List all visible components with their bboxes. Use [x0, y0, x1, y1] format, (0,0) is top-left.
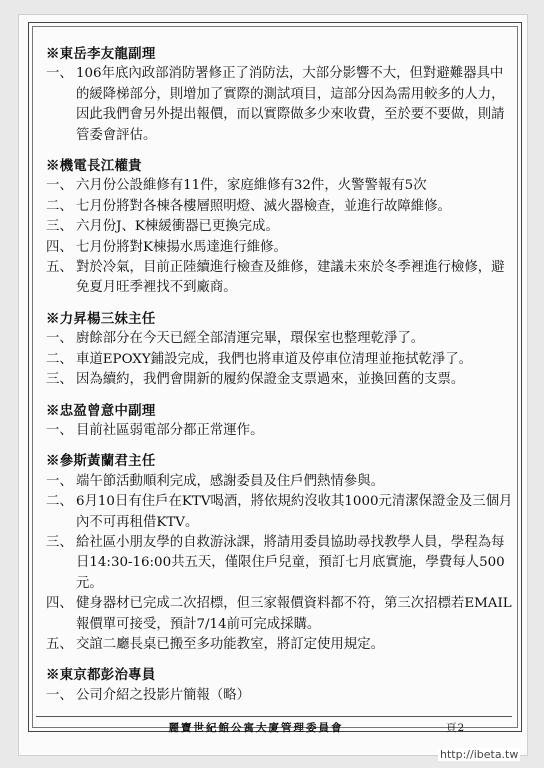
item-text: 七月份將對各棟各樓層照明燈、滅火器檢查，並進行故障維修。 — [76, 198, 451, 214]
item-text: 給社區小朋友學的自救游泳課，將請用委員協助尋找教學人員，學程為每日14:30-16:00共五天，僅限住戶兒童，預訂七月底實施，學費每人500元。 — [76, 534, 505, 591]
section-title: ※東京都彭治專員 — [46, 667, 156, 684]
report-section — [46, 309, 514, 391]
item-number: 三、 — [46, 534, 73, 550]
list-item — [46, 217, 514, 237]
item-number: 三、 — [46, 372, 73, 388]
list-item — [46, 197, 514, 217]
list-item — [46, 350, 514, 370]
item-number: 一、 — [46, 331, 73, 347]
report-section — [46, 156, 514, 299]
site-watermark: http://ibeta.tw — [440, 748, 519, 761]
item-number: 一、 — [46, 473, 73, 489]
item-text: 對於冷氣，目前正陸續進行檢查及維修，建議未來於冬季裡進行檢修，避免夏月旺季裡找不到廠商。 — [76, 260, 505, 296]
item-text: 端午節活動順利完成，感謝委員及住戶們熱情參與。 — [76, 473, 384, 489]
list-item — [46, 370, 514, 390]
list-item — [46, 533, 514, 594]
list-item — [46, 472, 514, 492]
item-text: 106年底內政部消防署修正了消防法，大部分影響不大，但對避難器具中的緩降梯部分，則增加了實際的測試項目，這部分因為需用較多的人力，因此我們會另外提出報價，而以實際做多少來收費，至於要不要做，則請管委會評估。 — [76, 66, 505, 143]
list-item — [46, 258, 514, 299]
list-item — [46, 686, 514, 706]
section-title: ※忠盈曾意中副理 — [46, 402, 156, 419]
item-number: 三、 — [46, 219, 73, 235]
section-title: ※力昇楊三妹主任 — [46, 310, 156, 327]
item-text: 交誼二廳長桌已搬至多功能教室，將訂定使用規定。 — [76, 636, 384, 652]
item-text: 目前社區弱電部分都正常運作。 — [76, 422, 264, 438]
report-section — [46, 401, 514, 442]
list-item — [46, 492, 514, 533]
section-title: ※東岳李友龍副理 — [46, 46, 156, 62]
item-number: 二、 — [46, 351, 73, 367]
report-section — [46, 665, 514, 706]
report-body — [46, 44, 514, 716]
section-title: ※機電長江權貴 — [46, 158, 142, 175]
item-number: 二、 — [46, 198, 73, 214]
item-number: 一、 — [46, 178, 73, 194]
report-section — [46, 451, 514, 655]
list-item — [46, 421, 514, 441]
report-section — [46, 44, 514, 146]
list-item — [46, 635, 514, 655]
section-title: ※參斯黃蘭君主任 — [46, 453, 156, 470]
item-text: 因為續約，我們會開新的履約保證金支票過來，並換回舊的支票。 — [76, 372, 465, 388]
item-text: 六月份J、K棟緩衝器已更換完成。 — [76, 219, 279, 235]
item-text: 6月10日有住戶在KTV喝酒，將依規約沒收其1000元清潔保證金及三個月內不可再租借KTV。 — [76, 494, 513, 530]
item-text: 七月份將對K棟揚水馬達進行維修。 — [76, 239, 287, 255]
footer-committee-name: 麗寶世紀館公寓大廈管理委員會 — [168, 722, 344, 734]
item-number: 一、 — [46, 422, 73, 438]
page-footer — [36, 716, 512, 735]
item-text: 六月份公設維修有11件，家庭維修有32件，火警警報有5次 — [76, 178, 427, 194]
list-item — [46, 64, 514, 146]
page-number: 頁2 — [446, 722, 466, 734]
list-item — [46, 329, 514, 349]
item-text: 健身器材已完成二次招標，但三家報價資料都不符，第三次招標若EMAIL報價單可接受，預計7/14前可完成採購。 — [76, 596, 512, 632]
item-number: 二、 — [46, 494, 73, 510]
list-item — [46, 594, 514, 635]
item-number: 四、 — [46, 239, 73, 255]
item-text: 車道EPOXY鋪設完成，我們也將車道及停車位清理並拖拭乾淨了。 — [76, 351, 473, 367]
item-text: 公司介紹之投影片簡報（略） — [76, 687, 251, 703]
item-text: 廚餘部分在今天已經全部清運完畢，環保室也整理乾淨了。 — [76, 331, 425, 347]
list-item — [46, 176, 514, 196]
item-number: 五、 — [46, 636, 73, 652]
item-number: 一、 — [46, 66, 73, 82]
item-number: 四、 — [46, 596, 73, 612]
list-item — [46, 238, 514, 258]
item-number: 五、 — [46, 260, 73, 276]
item-number: 一、 — [46, 687, 73, 703]
